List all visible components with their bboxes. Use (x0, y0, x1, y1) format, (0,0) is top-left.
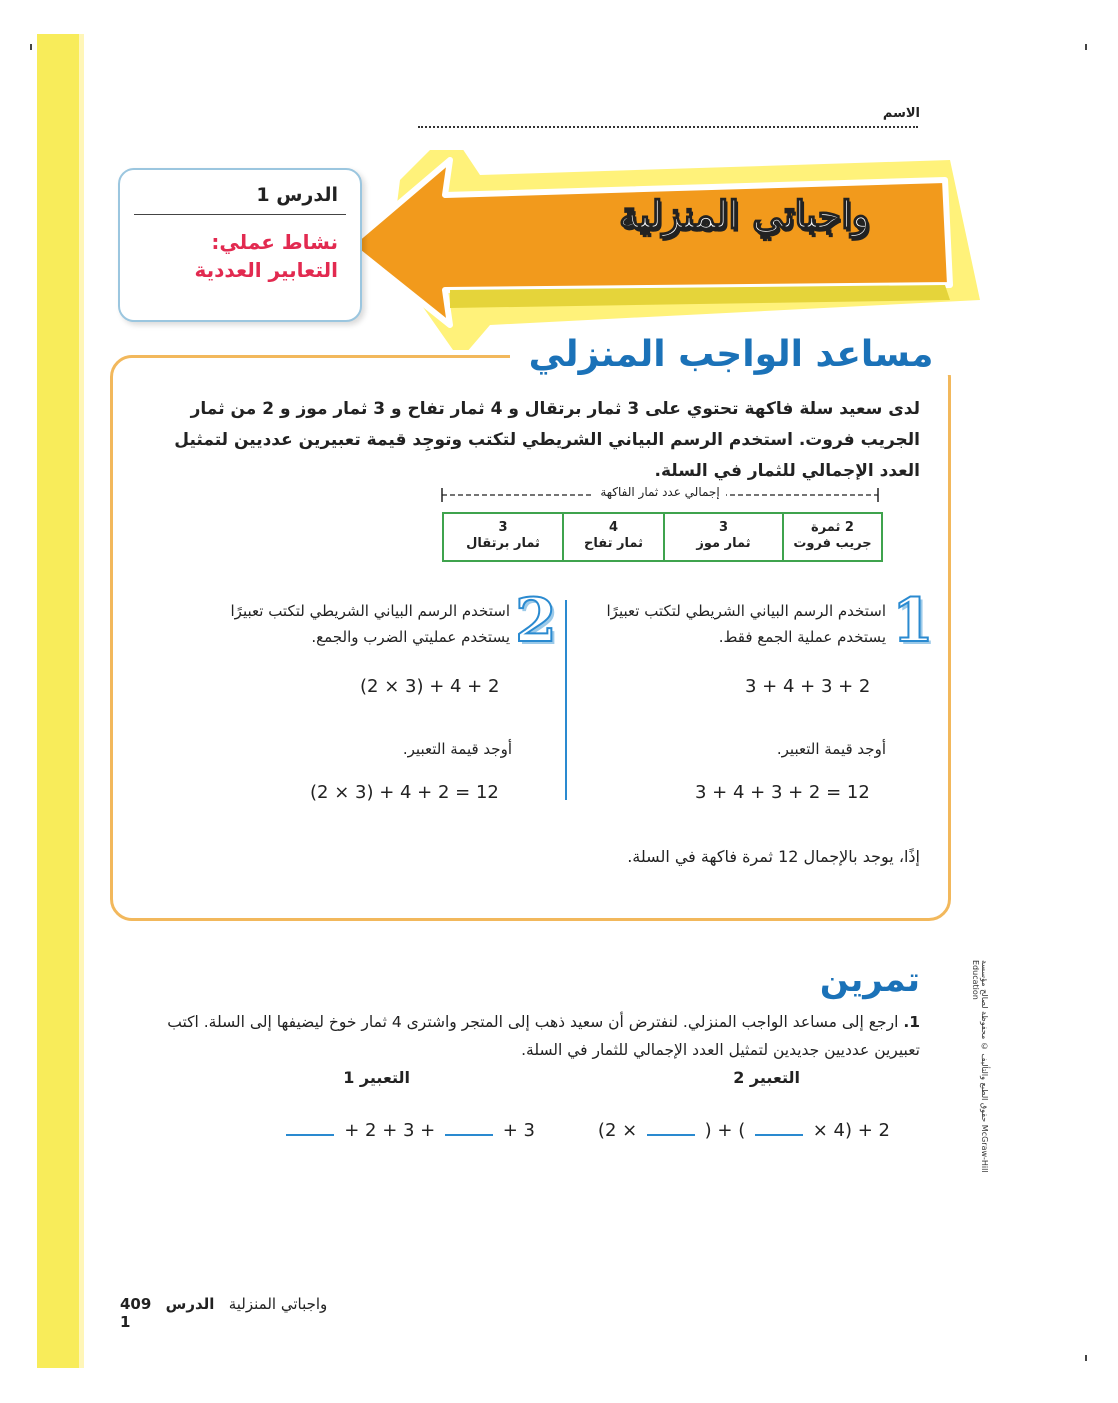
step2-expression: (2 × 3) + 4 + 2 (360, 676, 500, 697)
footer-lesson: الدرس 1 (120, 1295, 215, 1331)
expression-2-label: التعبير 2 (733, 1068, 800, 1087)
bar-cell-value: 3 (718, 520, 729, 535)
page-title: واجباتي المنزلية (619, 192, 870, 237)
lesson-divider (134, 214, 346, 215)
bar-cell-value: 3 (498, 520, 508, 535)
lesson-subtitle-line1: نشاط عملي: (211, 230, 338, 254)
step2-instruction: استخدم الرسم البياني الشريطي لتكتب تعبيرًا يستخدم عمليتي الضرب والجمع. (230, 602, 510, 646)
copyright-credit: حقوق الطبع والتأليف © محفوظة لصالح مؤسسة McGraw-Hill Education (971, 960, 989, 1173)
bar-cell-label: ثمار تفاح (584, 536, 643, 551)
homework-helper-title: مساعد الواجب المنزلي (510, 334, 952, 375)
left-color-band (37, 34, 79, 1368)
bar-total-label (440, 485, 880, 499)
expression-2-part-b: ) + ( (704, 1120, 746, 1141)
step1-expression: 3 + 4 + 3 + 2 (745, 676, 871, 697)
step1-find-value: أوجد قيمة التعبير. (776, 740, 886, 758)
expression-1-row (255, 1116, 535, 1141)
conclusion-text: إذًا، يوجد بالإجمال 12 ثمرة فاكهة في السلة. (627, 847, 920, 866)
bar-cell-grapefruit (782, 514, 881, 560)
footer-page-number: 409 (120, 1295, 152, 1313)
crop-mark (1085, 44, 1087, 50)
expression-2-blank-2[interactable] (647, 1116, 695, 1136)
bar-cell-label: ثمار موز (696, 536, 751, 551)
expression-2-part-a: 2 + (4 × (812, 1120, 890, 1141)
bar-cell-banana (663, 514, 782, 560)
step2-find-value: أوجد قيمة التعبير. (402, 740, 512, 758)
question-1 (160, 1008, 920, 1064)
step-divider (565, 600, 567, 800)
page-footer (120, 1295, 340, 1331)
bar-total-label-text: إجمالي عدد ثمار الفاكهة (594, 485, 725, 499)
step2-result: (2 × 3) + 4 + 2 = 12 (310, 782, 499, 803)
lesson-number: الدرس 1 (256, 184, 338, 206)
bar-cell-apple (562, 514, 663, 560)
bar-cell-value: 4 (608, 520, 619, 535)
practice-title: تمرين (819, 960, 920, 1000)
lesson-card (118, 168, 362, 322)
crop-mark (1085, 1355, 1087, 1361)
footer-title: واجباتي المنزلية (228, 1295, 328, 1313)
expression-2-row (570, 1116, 890, 1141)
left-band-highlight (79, 34, 84, 1368)
expression-2-blank-1[interactable] (755, 1116, 803, 1136)
name-label: الاسم (882, 106, 920, 121)
expression-2-part-c: × 2) (597, 1120, 638, 1141)
step1-number-icon: 1 (892, 586, 934, 656)
bar-cell-label: جريب فروت (793, 536, 872, 551)
bar-model (442, 512, 883, 562)
crop-mark (30, 44, 32, 50)
bar-total-bracket (440, 486, 880, 504)
question-1-number: 1. (903, 1013, 920, 1031)
name-input-line[interactable] (418, 126, 918, 128)
expression-1-part-b: + 3 + 2 + (344, 1120, 436, 1141)
problem-text: لدى سعيد سلة فاكهة تحتوي على 3 ثمار برتقال و 4 ثمار تفاح و 3 ثمار موز و 2 من ثمار الجريب فروت. استخدم الرسم البياني الشريطي لتكتب وتوجِد قيمة تعبيرين عدديين لتمثيل العدد الإجمالي للثمار في السلة. (174, 399, 920, 481)
bar-cell-label: ثمار برتقال (466, 536, 540, 551)
step2-number-icon: 2 (515, 586, 557, 656)
step1-instruction: استخدم الرسم البياني الشريطي لتكتب تعبيرًا يستخدم عملية الجمع فقط. (606, 602, 886, 646)
expression-1-blank-2[interactable] (286, 1116, 334, 1136)
banner-arrow-graphic (330, 150, 990, 350)
expression-1-label: التعبير 1 (343, 1068, 410, 1087)
step1-result: 3 + 4 + 3 + 2 = 12 (695, 782, 870, 803)
expression-1-part-a: 3 + (502, 1120, 535, 1141)
expression-1-blank-1[interactable] (445, 1116, 493, 1136)
bar-cell-orange (444, 514, 562, 560)
question-1-text: ارجع إلى مساعد الواجب المنزلي. لنفترض أن سعيد ذهب إلى المتجر واشترى 4 ثمار خوخ ليضيفها إلى السلة. اكتب تعبيرين عدديين جديدين لتمثيل العدد الإجمالي للثمار في السلة. (167, 1013, 920, 1059)
lesson-subtitle-line2: التعابير العددية (194, 258, 338, 282)
bar-cell-value: 2 ثمرة (811, 520, 854, 535)
